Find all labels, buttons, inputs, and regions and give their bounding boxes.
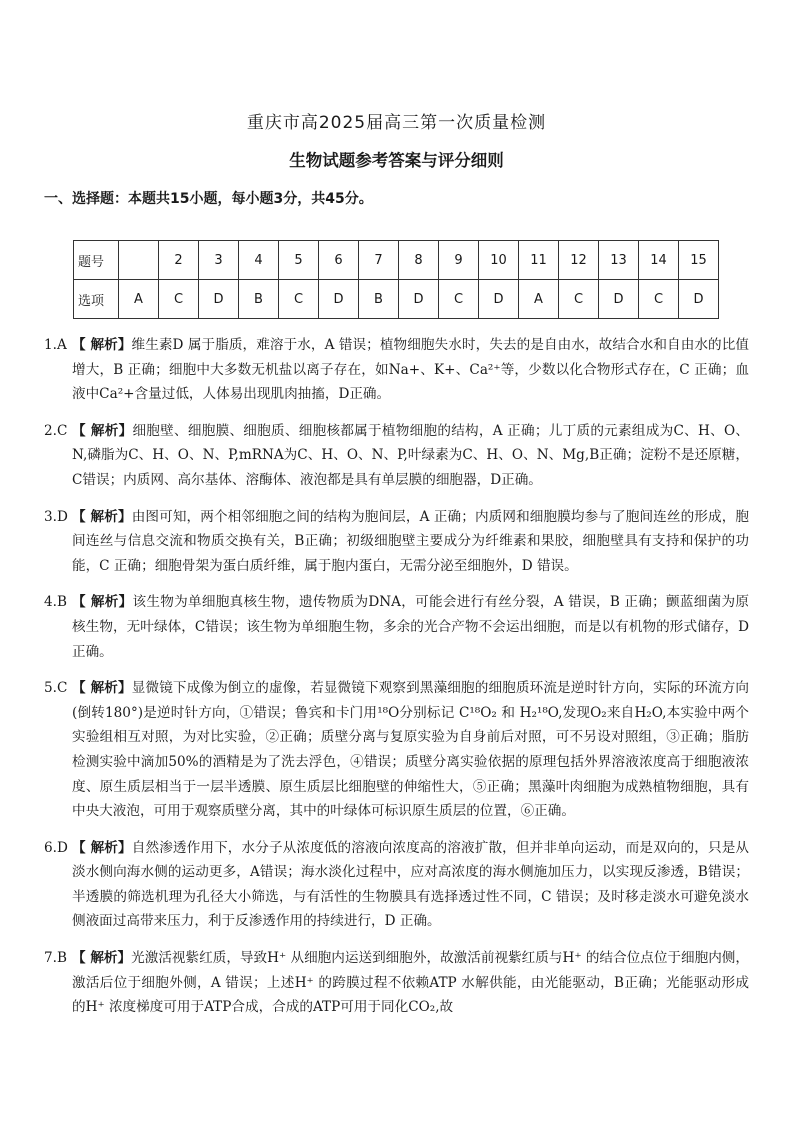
page-title: 重庆市高2025届高三第一次质量检测 <box>246 113 547 133</box>
analysis-tag: 【 解析】 <box>72 508 132 525</box>
table-row-numbers <box>74 241 719 280</box>
table-cell: D <box>479 280 519 319</box>
item-number: 2.C <box>44 422 68 439</box>
table-cell: D <box>319 280 359 319</box>
table-cell: D <box>399 280 439 319</box>
item-body <box>72 946 749 1020</box>
table-cell: 10 <box>479 241 519 280</box>
item-number: 3.D <box>44 508 68 525</box>
table-cell: 11 <box>519 241 559 280</box>
list-item <box>44 505 749 579</box>
table-cell: 14 <box>639 241 679 280</box>
item-text: 细胞壁、细胞膜、细胞质、细胞核都属于植物细胞的结构，A 正确；儿丁质的元素组成为C、H、O、N,磷脂为C、H、O、N、P,mRNA为C、H、O、N、P,叶绿素为C、H、O、N、Mg,B正确；淀粉不是还原糖，C错误；内质网、高尔基体、溶酶体、液泡都是具有单层膜的细胞器，D正确。 <box>72 422 749 488</box>
table-cell: D <box>199 280 239 319</box>
list-item <box>44 676 749 824</box>
item-body <box>72 419 749 493</box>
table-cell: D <box>679 280 719 319</box>
table-cell: 5 <box>279 241 319 280</box>
table-header-cell: 题号 <box>74 241 119 280</box>
table-cell: A <box>119 280 159 319</box>
analysis-tag: 【 解析】 <box>72 337 132 353</box>
item-text: 维生素D 属于脂质，难溶于水，A 错误；植物细胞失水时，失去的是自由水，故结合水和自由水的比值增大，B 正确；细胞中大多数无机盐以离子存在，如Na+、K+、Ca²⁺等，少数以化合物形式存在，C 正确；血液中Ca²+含量过低，人体易出现肌肉抽搐，D正确。 <box>72 337 749 403</box>
item-body <box>72 836 749 934</box>
item-text: 自然渗透作用下，水分子从浓度低的溶液向浓度高的溶液扩散，但并非单向运动，而是双向的，只是从淡水侧向海水侧的运动更多，A错误；海水淡化过程中，应对高浓度的海水侧施加压力，以实现反渗透，B错误；半透膜的筛选机理为孔径大小筛选，与有活性的生物膜具有选择透过性不同，C 错误；及时移走淡水可避免淡水侧液面过高带来压力，利于反渗透作用的持续进行，D 正确。 <box>72 839 750 930</box>
table-cell: C <box>159 280 199 319</box>
table-cell: 7 <box>359 241 399 280</box>
analysis-tag: 【 解析】 <box>72 422 133 439</box>
item-body <box>72 333 749 407</box>
list-item <box>44 836 749 934</box>
table-cell: C <box>439 280 479 319</box>
list-item <box>44 946 749 1020</box>
item-number: 4.B <box>44 594 67 611</box>
list-item <box>44 419 749 493</box>
analysis-tag: 【 解析】 <box>72 950 132 967</box>
item-number: 5.C <box>44 680 68 697</box>
table-cell: 8 <box>399 241 439 280</box>
item-text: 该生物为单细胞真核生物，遗传物质为DNA，可能会进行有丝分裂，A 错误，B 正确；颤蓝细菌为原核生物，无叶绿体，C错误；该生物为单细胞生物，多余的光合产物不会运出细胞，而是以有机物的形式储存，D 正确。 <box>72 594 749 660</box>
table-cell: 12 <box>559 241 599 280</box>
table-cell: A <box>519 280 559 319</box>
table-cell: 3 <box>199 241 239 280</box>
table-cell: 2 <box>159 241 199 280</box>
analysis-tag: 【 解析】 <box>72 680 132 697</box>
item-number: 6.D <box>44 839 68 856</box>
item-body <box>72 676 749 824</box>
table-cell: C <box>279 280 319 319</box>
analysis-tag: 【 解析】 <box>72 594 133 611</box>
item-text: 显微镜下成像为倒立的虚像，若显微镜下观察到黑藻细胞的细胞质环流是逆时针方向，实际的环流方向(倒转180°)是逆时针方向，①错误；鲁宾和卡门用¹⁸O分别标记 C¹⁸O₂ 和 H₂¹⁸O,发现O₂来自H₂O,本实验中两个实验组相互对照，为对比实验，②正确；质壁分离与复原实验为自身前后对照，可不另设对照组，③正确；脂肪检测实验中滴加50%的酒精是为了洗去浮色，④错误；质壁分离实验依据的原理包括外界溶液浓度高于细胞液浓度、原生质层相当于一层半透膜、原生质层比细胞壁的伸缩性大，⑤正确；黑藻叶肉细胞为成熟植物细胞，具有中央大液泡，可用于观察质壁分离，其中的叶绿体可标识原生质层的位置，⑥正确。 <box>72 680 750 820</box>
table-cell: 13 <box>599 241 639 280</box>
table-row-answers <box>74 280 719 319</box>
table-cell: C <box>559 280 599 319</box>
item-text: 光激活视紫红质，导致H⁺ 从细胞内运送到细胞外，故激活前视紫红质与H⁺ 的结合位点位于细胞内侧，激活后位于细胞外侧，A 错误；上述H⁺ 的跨膜过程不依赖ATP 水解供能，由光能驱动，B正确；光能驱动形成的H⁺ 浓度梯度可用于ATP合成，合成的ATP可用于同化CO₂,故 <box>72 950 750 1016</box>
answer-explanations <box>44 333 749 1032</box>
table-cell: B <box>239 280 279 319</box>
table-header-cell: 选项 <box>74 280 119 319</box>
table-cell: B <box>359 280 399 319</box>
item-number: 1.A <box>44 337 67 353</box>
list-item <box>44 333 749 407</box>
table-cell <box>119 241 159 280</box>
table-cell: 4 <box>239 241 279 280</box>
table-cell: D <box>599 280 639 319</box>
page-subtitle: 生物试题参考答案与评分细则 <box>289 151 504 170</box>
item-text: 由图可知，两个相邻细胞之间的结构为胞间层，A 正确；内质网和细胞膜均参与了胞间连丝的形成，胞间连丝与信息交流和物质交换有关，B正确；初级细胞壁主要成分为纤维素和果胶，细胞壁具有支持和保护的功能，C 正确；细胞骨架为蛋白质纤维，属于胞内蛋白，无需分泌至细胞外，D 错误。 <box>72 508 749 574</box>
analysis-tag: 【 解析】 <box>72 839 132 856</box>
item-number: 7.B <box>44 950 67 967</box>
list-item <box>44 590 749 664</box>
item-body <box>72 590 749 664</box>
section-heading: 一、选择题：本题共15小题，每小题3分，共45分。 <box>44 191 373 207</box>
table-cell: 15 <box>679 241 719 280</box>
item-body <box>72 505 749 579</box>
table-cell: C <box>639 280 679 319</box>
table-cell: 6 <box>319 241 359 280</box>
answer-table <box>73 240 719 319</box>
table-cell: 9 <box>439 241 479 280</box>
